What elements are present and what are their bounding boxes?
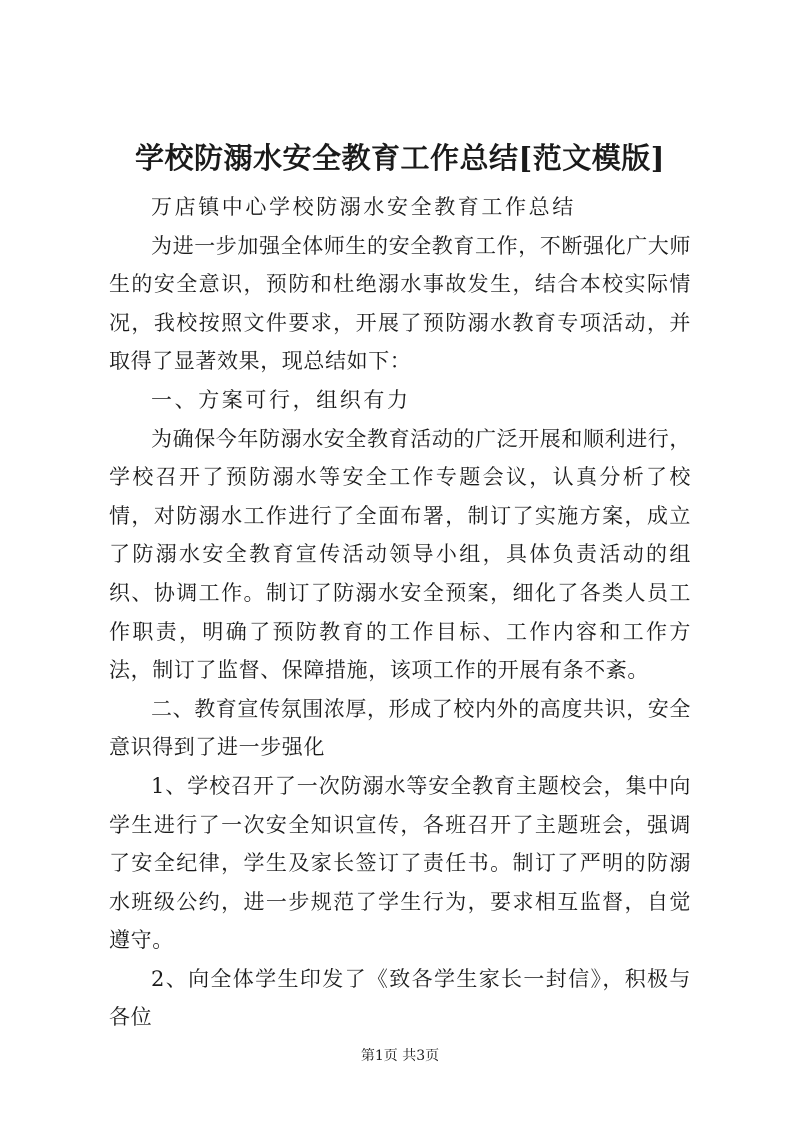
item-2-paragraph: 2、向全体学生印发了《致各学生家长一封信》，积极与各位 bbox=[109, 966, 691, 1030]
document-body bbox=[109, 188, 691, 1037]
subtitle-paragraph: 万店镇中心学校防溺水安全教育工作总结 bbox=[151, 195, 576, 219]
section-1-paragraph: 为确保今年防溺水安全教育活动的广泛开展和顺利进行，学校召开了预防溺水等安全工作专题会议，认真分析了校情，对防溺水工作进行了全面布署，制订了实施方案，成立了防溺水安全教育宣传活动领导小组，具体负责活动的组织、协调工作。制订了防溺水安全预案，细化了各类人员工作职责，明确了预防教育的工作目标、工作内容和工作方法，制订了监督、保障措施，该项工作的开展有条不紊。 bbox=[109, 426, 691, 683]
section-heading-1: 一、方案可行，组织有力 bbox=[151, 387, 411, 412]
document-title: 学校防溺水安全教育工作总结[范文模版] bbox=[135, 141, 665, 175]
page-number-label: 第1页 共3页 bbox=[360, 1048, 440, 1064]
item-1-paragraph: 1、学校召开了一次防溺水等安全教育主题校会，集中向学生进行了一次安全知识宣传，各班召开了主题班会，强调了安全纪律，学生及家长签订了责任书。制订了严明的防溺水班级公约，进一步规范了学生行为，要求相互监督，自觉遵守。 bbox=[109, 773, 691, 953]
page-footer bbox=[0, 1046, 800, 1066]
section-heading-2: 二、教育宣传氛围浓厚，形成了校内外的高度共识，安全意识得到了进一步强化 bbox=[109, 696, 691, 760]
intro-paragraph: 为进一步加强全体师生的安全教育工作，不断强化广大师生的安全意识，预防和杜绝溺水事故发生，结合本校实际情况，我校按照文件要求，开展了预防溺水教育专项活动，并取得了显著效果，现总结如下： bbox=[109, 233, 691, 374]
